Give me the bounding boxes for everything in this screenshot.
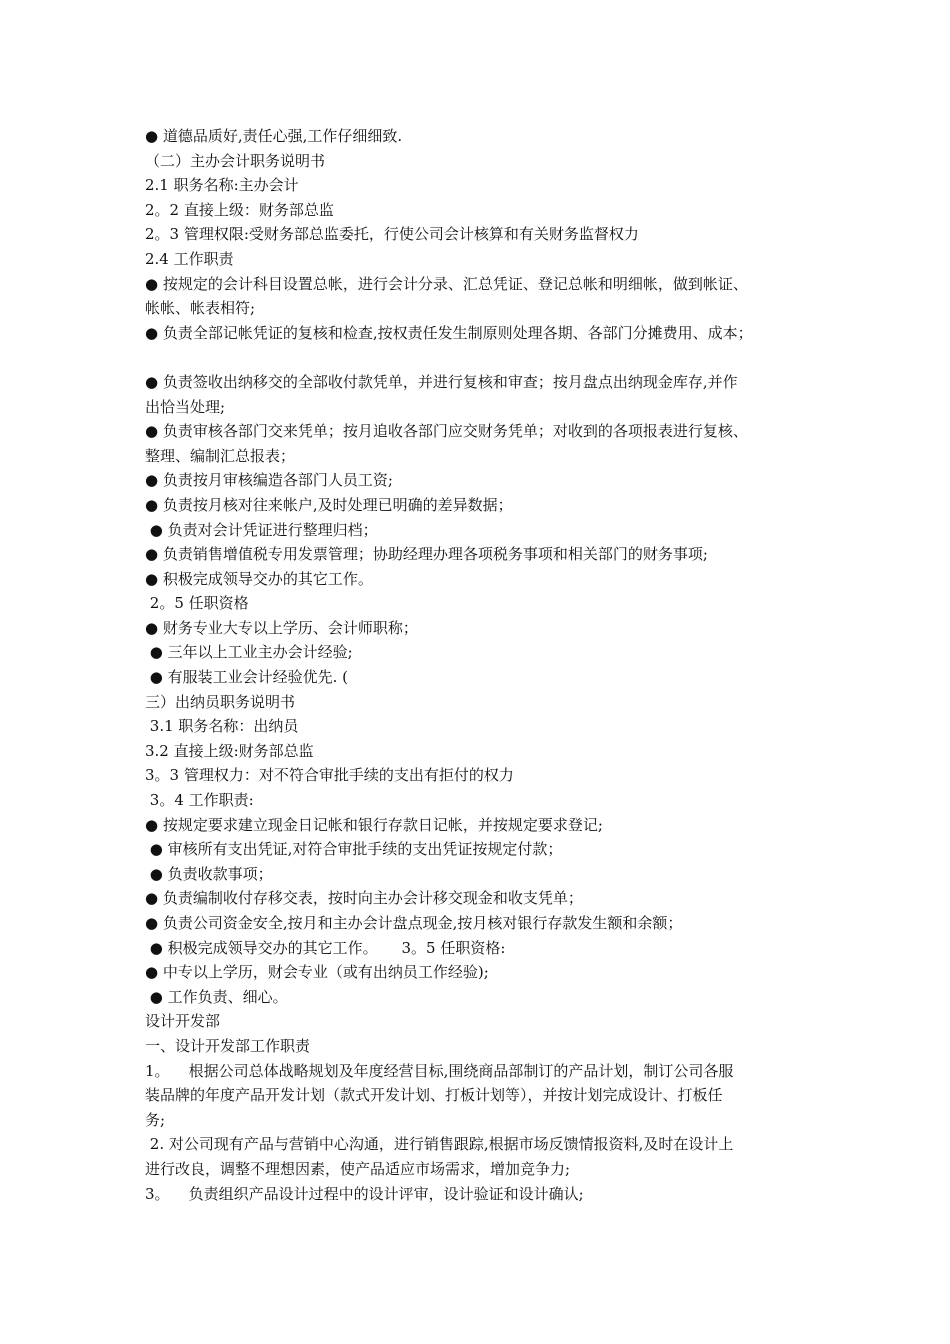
text-line: 3.2 直接上级:财务部总监 — [145, 741, 314, 760]
text-line: ● 三年以上工业主办会计经验; — [145, 643, 353, 662]
text-line: ● 负责按月核对往来帐户,及时处理已明确的差异数据； — [145, 495, 513, 514]
text-line: 2。3 管理权限:受财务部总监委托，行使公司会计核算和有关财务监督权力 — [145, 225, 639, 244]
text-line: ● 中专以上学历，财会专业（或有出纳员工作经验); — [145, 963, 489, 982]
text-line: 装品牌的年度产品开发计划（款式开发计划、打板计划等），并按计划完成设计、打板任 — [145, 1086, 723, 1105]
text-line: ● 按规定的会计科目设置总帐，进行会计分录、汇总凭证、登记总帐和明细帐，做到帐证、 — [145, 274, 748, 293]
text-line: 2.1 职务名称:主办会计 — [145, 176, 299, 195]
text-line: ● 财务专业大专以上学历、会计师职称； — [145, 618, 418, 637]
text-line: ● 负责全部记帐凭证的复核和检查,按权责任发生制原则处理各期、各部门分摊费用、成本； — [145, 323, 753, 342]
text-line: 帐帐、帐表相符; — [145, 299, 256, 318]
text-line: 2。2 直接上级：财务部总监 — [145, 200, 334, 219]
text-line: ● 负责公司资金安全,按月和主办会计盘点现金,按月核对银行存款发生额和余额； — [145, 914, 683, 932]
text-line: ● 按规定要求建立现金日记帐和银行存款日记帐，并按规定要求登记; — [145, 815, 603, 834]
text-line: ● 积极完成领导交办的其它工作。 — [145, 569, 373, 588]
text-line: 3。3 管理权力：对不符合审批手续的支出有拒付的权力 — [145, 766, 514, 785]
text-line: ● 负责销售增值税专用发票管理；协助经理办理各项税务事项和相关部门的财务事项; — [145, 545, 708, 564]
section-heading-chief-accountant: （二）主办会计职务说明书 — [145, 151, 326, 170]
text-line: 2.4 工作职责 — [145, 249, 234, 268]
text-line: ● 审核所有支出凭证,对符合审批手续的支出凭证按规定付款； — [145, 840, 563, 859]
text-line: 3。 负责组织产品设计过程中的设计评审，设计验证和设计确认; — [145, 1184, 584, 1203]
text-line: ● 负责签收出纳移交的全部收付款凭单，并进行复核和审查；按月盘点出纳现金库存,并作 — [145, 372, 738, 391]
text-line: 整理、编制汇总报表； — [145, 446, 296, 465]
blank-line — [145, 345, 825, 370]
text-line: ● 积极完成领导交办的其它工作。 3。5 任职资格: — [145, 938, 506, 957]
section-heading-design-dept: 设计开发部 — [145, 1012, 221, 1031]
text-line: 2. 对公司现有产品与营销中心沟通，进行销售跟踪,根据市场反馈情报资料,及时在设计上 — [145, 1135, 734, 1154]
text-line: ● 负责编制收付存移交表，按时向主办会计移交现金和收支凭单； — [145, 889, 583, 908]
text-line: 出恰当处理; — [145, 397, 226, 416]
text-line: 3.1 职务名称：出纳员 — [145, 717, 299, 736]
text-line: 务; — [145, 1110, 166, 1129]
text-line: ● 工作负责、细心。 — [145, 987, 288, 1006]
text-line: 3。4 工作职责: — [145, 791, 254, 810]
section-heading-cashier: 三）出纳员职务说明书 — [145, 692, 296, 711]
text-line: ● 负责对会计凭证进行整理归档； — [145, 520, 378, 539]
text-line: 1。 根据公司总体战略规划及年度经营目标,围绕商品部制订的产品计划，制订公司各服 — [145, 1061, 734, 1080]
text-line: ● 有服装工业会计经验优先. ( — [145, 668, 349, 687]
text-line: 进行改良，调整不理想因素，使产品适应市场需求，增加竞争力; — [145, 1159, 571, 1178]
text-line: ● 道德品质好,责任心强,工作仔细细致. — [145, 127, 403, 145]
document-body — [145, 124, 825, 1206]
text-line: ● 负责审核各部门交来凭单；按月追收各部门应交财务凭单；对收到的各项报表进行复核、 — [145, 422, 748, 441]
text-line: ● 负责收款事项； — [145, 864, 273, 883]
text-line: 2。5 任职资格 — [145, 594, 249, 613]
text-line: 一、设计开发部工作职责 — [145, 1036, 311, 1055]
text-line: ● 负责按月审核编造各部门人员工资; — [145, 471, 393, 490]
